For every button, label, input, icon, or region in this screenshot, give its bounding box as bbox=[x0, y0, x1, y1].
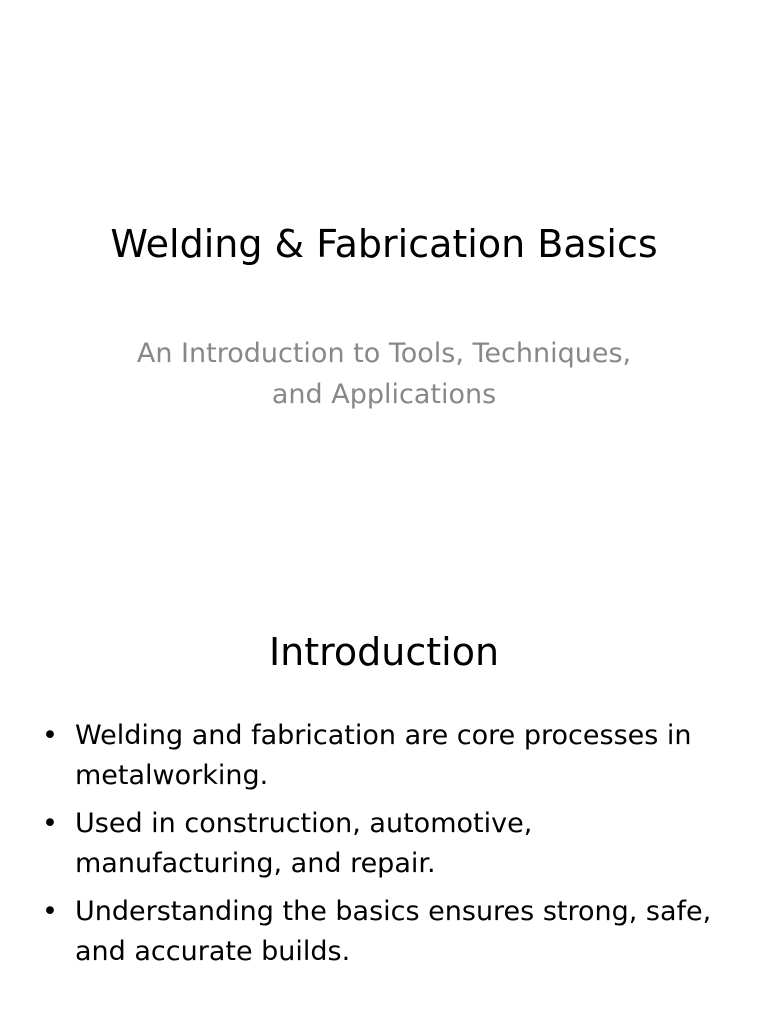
bullet-list bbox=[40, 716, 740, 980]
slide-subtitle: An Introduction to Tools, Techniques, and Applications bbox=[136, 338, 632, 410]
bullet-text: Understanding the basics ensures strong, safe, and accurate builds. bbox=[75, 896, 712, 967]
bullet-item bbox=[40, 804, 740, 884]
content-slide bbox=[0, 512, 768, 1024]
bullet-item bbox=[40, 716, 740, 796]
bullet-text: Welding and fabrication are core processes in metalworking. bbox=[75, 720, 692, 791]
bullet-icon: • bbox=[42, 896, 58, 927]
bullet-icon: • bbox=[42, 808, 58, 839]
slide-heading: Introduction bbox=[268, 630, 500, 674]
bullet-text: Used in construction, automotive, manufacturing, and repair. bbox=[75, 808, 533, 879]
bullet-icon: • bbox=[42, 720, 58, 751]
bullet-item bbox=[40, 892, 740, 972]
slide-title: Welding & Fabrication Basics bbox=[110, 222, 658, 266]
